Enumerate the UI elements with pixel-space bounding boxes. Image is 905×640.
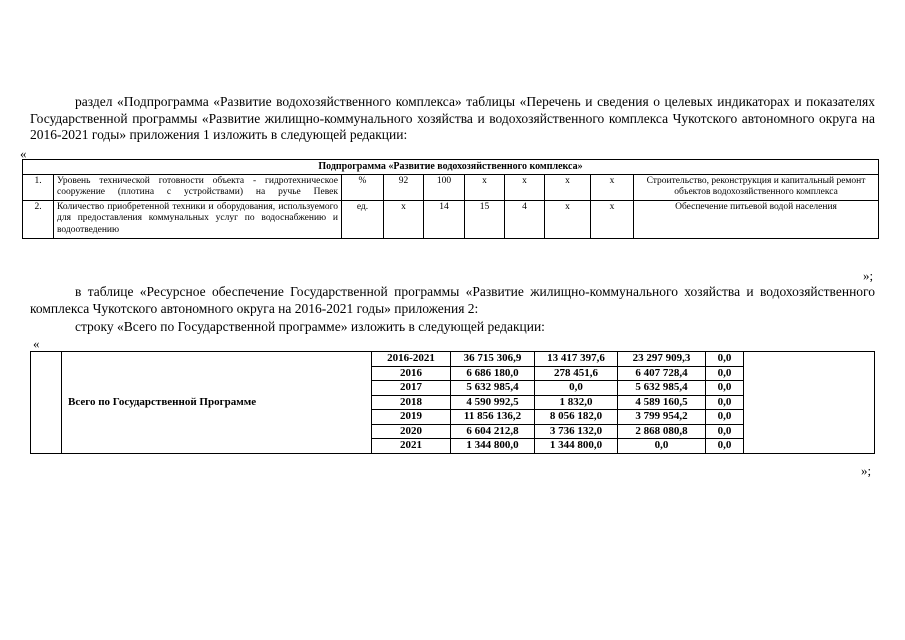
funding-cell: 3 736 132,0 [535,424,618,439]
funding-cell: 1 344 800,0 [535,439,618,454]
total-cell: 4 590 992,5 [451,395,535,410]
indicator-value: х [591,200,634,238]
total-cell: 6 686 180,0 [451,366,535,381]
funding-cell: 0,0 [706,410,744,425]
table2-open-quote: « [33,336,40,351]
instruction-paragraph: строку «Всего по Государственной программе» изложить в следующей редакции: [75,319,545,334]
indicator-unit: % [342,174,384,200]
indicator-value: х [545,200,591,238]
funding-cell: 0,0 [706,381,744,396]
table-row [23,174,879,200]
indicator-name: Количество приобретенной техники и оборудования, используемого для предоставления коммунальных услуг по водоснабжению и водоотведению [54,200,342,238]
year-cell: 2016 [372,366,451,381]
row-number: 2. [23,200,54,238]
table1-open-quote: « [20,146,27,161]
funding-cell: 23 297 909,3 [618,352,706,367]
resource-table [30,351,875,454]
funding-cell: 0,0 [706,352,744,367]
total-cell: 36 715 306,9 [451,352,535,367]
funding-cell: 0,0 [706,439,744,454]
table2-close-quote: »; [861,463,872,478]
indicator-value: х [384,200,424,238]
indicator-unit: ед. [342,200,384,238]
total-cell: 1 344 800,0 [451,439,535,454]
table-row [31,352,875,367]
total-cell: 11 856 136,2 [451,410,535,425]
empty-cell [744,352,875,454]
indicator-value: х [545,174,591,200]
total-cell: 5 632 985,4 [451,381,535,396]
indicator-value: 14 [424,200,465,238]
program-total-label: Всего по Государственной Программе [62,352,372,454]
indicator-result: Обеспечение питьевой водой населения [634,200,879,238]
intro-paragraph: раздел «Подпрограмма «Развитие водохозяйственного комплекса» таблицы «Перечень и сведения о целевых индикаторах и показателях Государственной программы «Развитие жилищно-коммунального хозяйства и водохозяйственного комплекса Чукотского автономного округа на 2016-2021 годы» приложения 1 изложить в следующей редакции: [30,94,875,142]
indicator-value: х [465,174,505,200]
total-cell: 6 604 212,8 [451,424,535,439]
subprogram-title: Подпрограмма «Развитие водохозяйственного комплекса» [23,160,879,175]
indicator-value: х [505,174,545,200]
indicator-value: 100 [424,174,465,200]
indicator-value: 92 [384,174,424,200]
funding-cell: 5 632 985,4 [618,381,706,396]
funding-cell: 8 056 182,0 [535,410,618,425]
funding-cell: 6 407 728,4 [618,366,706,381]
funding-cell: 2 868 080,8 [618,424,706,439]
indicator-value: 4 [505,200,545,238]
indicator-value: 15 [465,200,505,238]
funding-cell: 0,0 [535,381,618,396]
indicator-value: х [591,174,634,200]
funding-cell: 13 417 397,6 [535,352,618,367]
year-cell: 2016-2021 [372,352,451,367]
row-number: 1. [23,174,54,200]
row-number-cell [31,352,62,454]
funding-cell: 4 589 160,5 [618,395,706,410]
indicators-table [22,159,879,239]
funding-cell: 0,0 [618,439,706,454]
indicator-name: Уровень технической готовности объекта - гидротехническое сооружение (плотина с устройствами) на ручье Певек [54,174,342,200]
indicator-result: Строительство, реконструкция и капитальный ремонт объектов водохозяйственного комплекса [634,174,879,200]
table1-close-quote: »; [863,268,874,283]
funding-cell: 0,0 [706,424,744,439]
funding-cell: 0,0 [706,395,744,410]
funding-cell: 0,0 [706,366,744,381]
year-cell: 2021 [372,439,451,454]
year-cell: 2018 [372,395,451,410]
funding-cell: 3 799 954,2 [618,410,706,425]
resource-paragraph: в таблице «Ресурсное обеспечение Государственной программы «Развитие жилищно-коммунального хозяйства и водохозяйственного комплекса Чукотского автономного округа на 2016-2021 годы» приложения 2: [30,284,875,316]
funding-cell: 278 451,6 [535,366,618,381]
year-cell: 2017 [372,381,451,396]
year-cell: 2019 [372,410,451,425]
funding-cell: 1 832,0 [535,395,618,410]
table-row [23,200,879,238]
year-cell: 2020 [372,424,451,439]
